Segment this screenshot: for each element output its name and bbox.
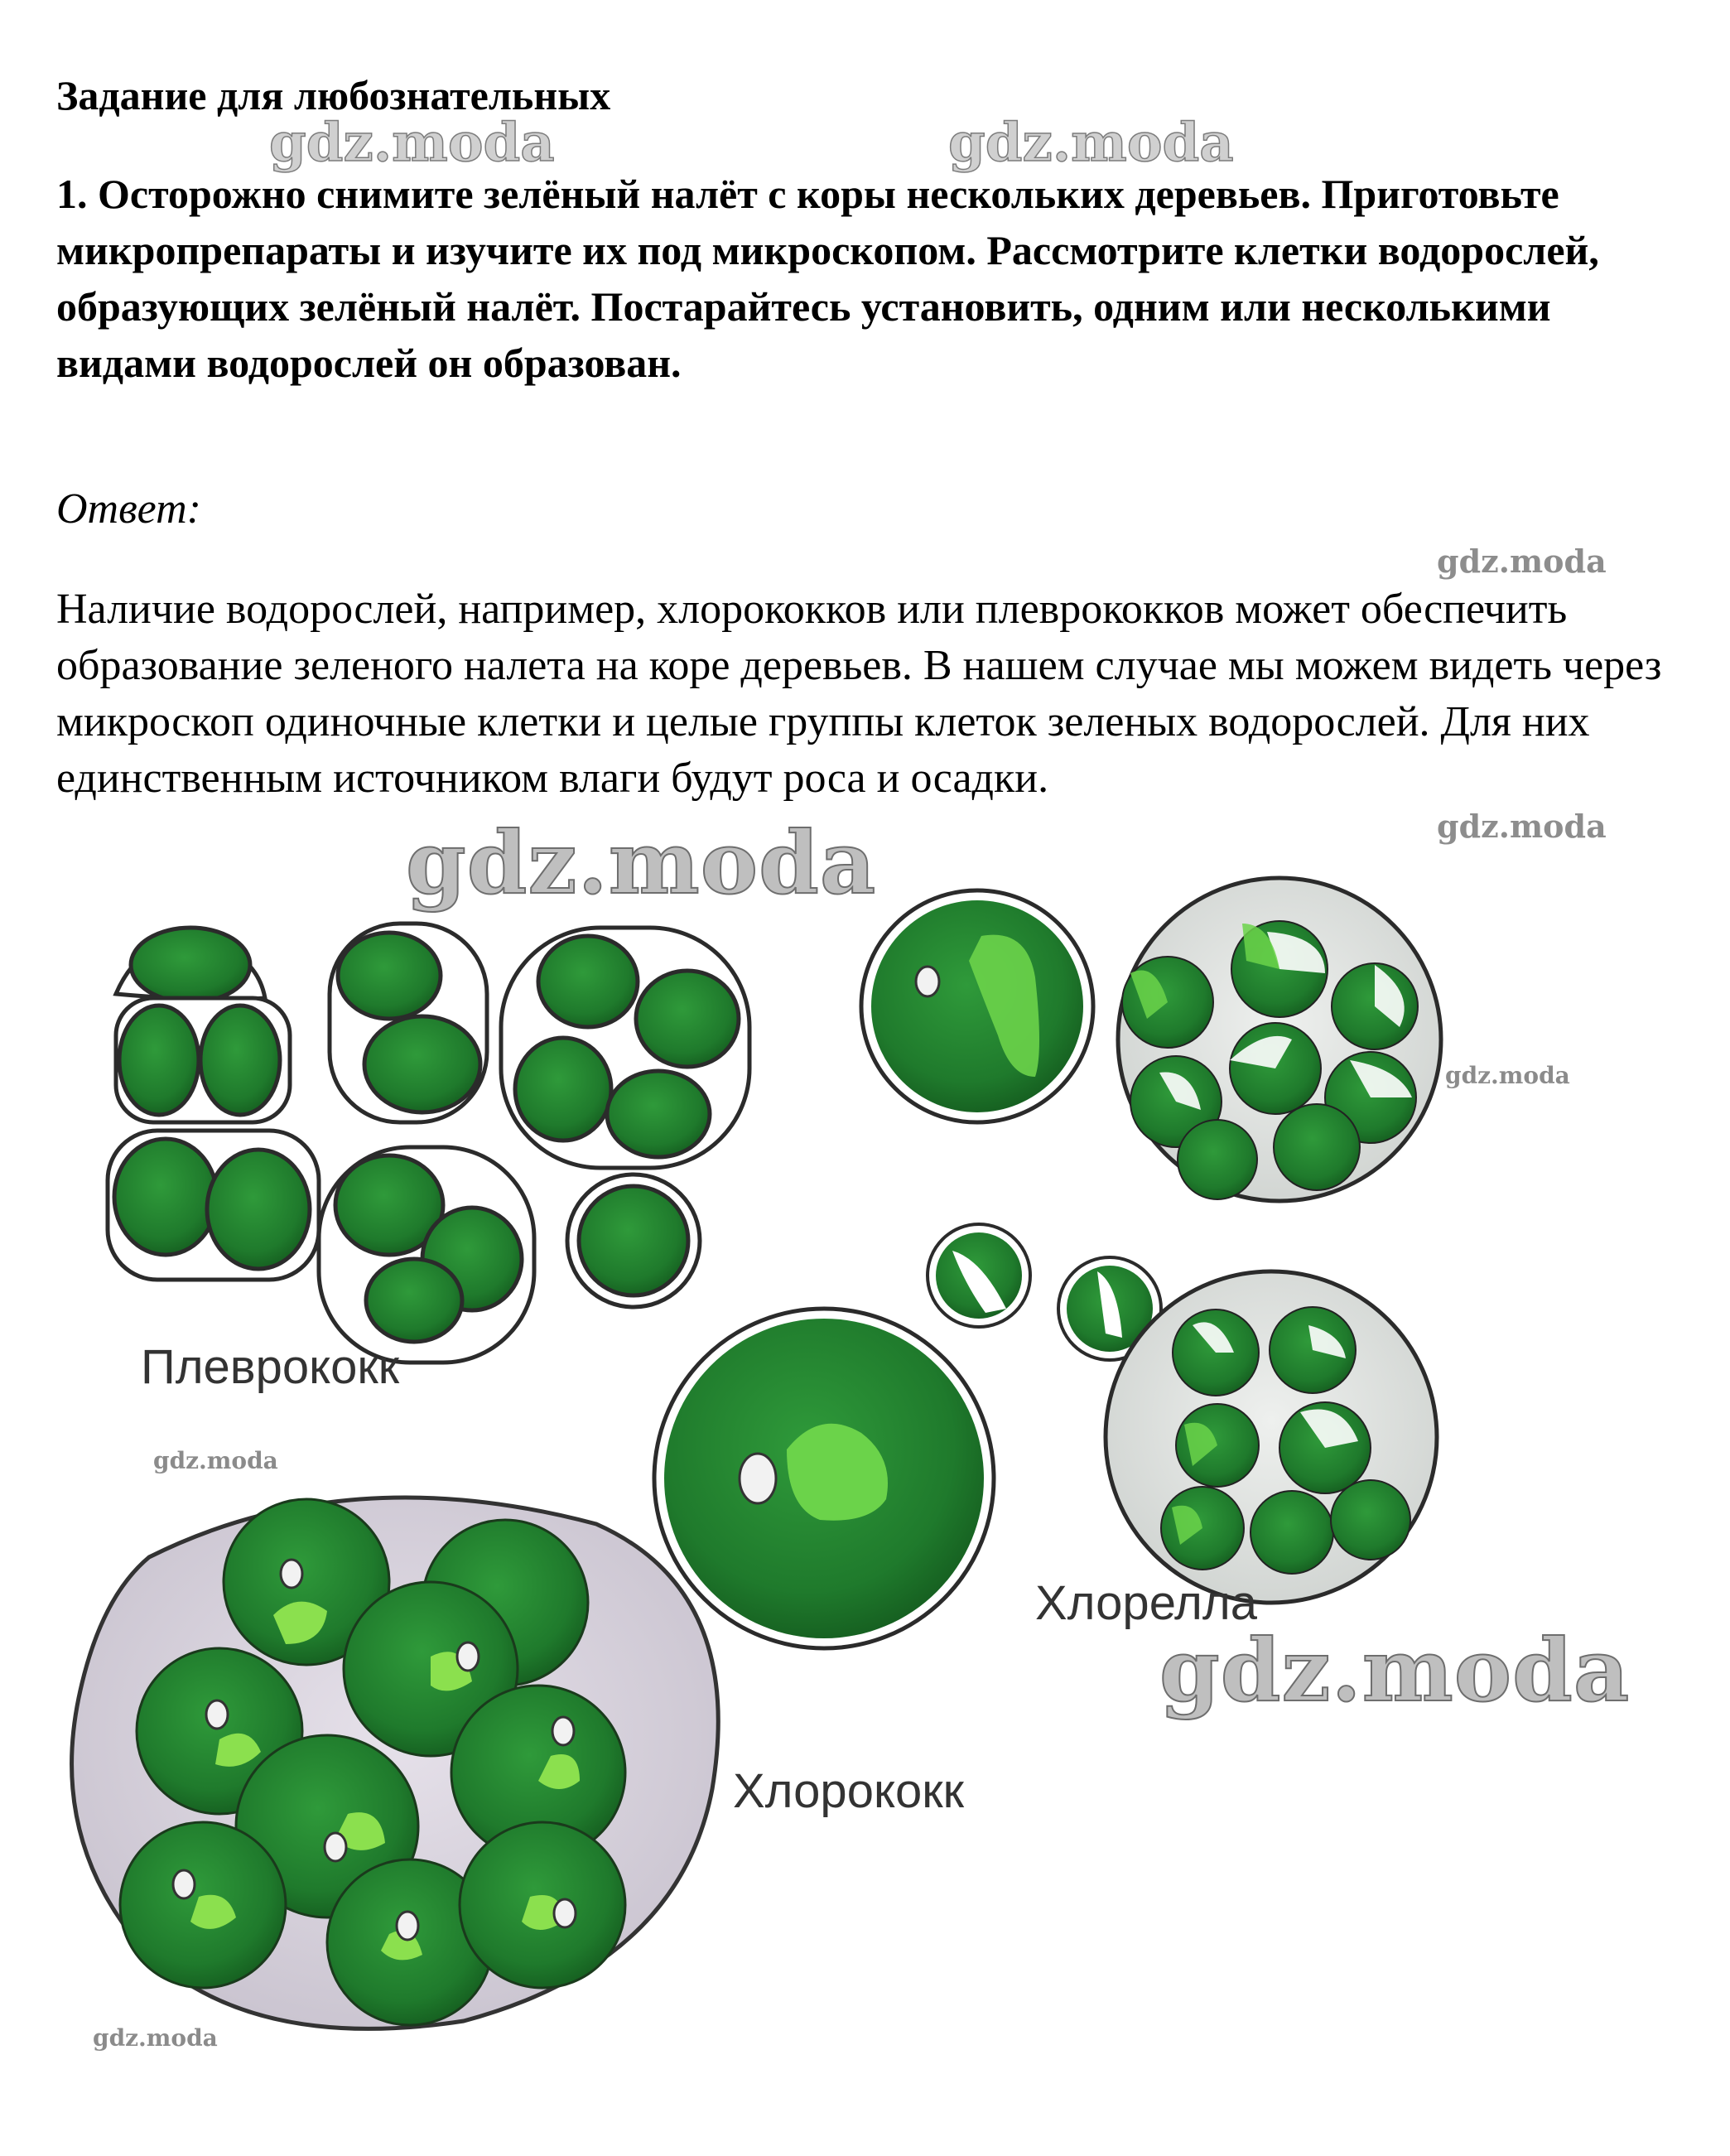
answer-text: Наличие водорослей, например, хлорококков или плеврококков может обеспечить образование зеленого налета на коре деревьев. В нашем случае мы можем видеть через микроскоп одиночные клетки и целые группы клеток зеленых водорослей. Для них единственным источником влаги будут роса и осадки. [56,586,1662,802]
watermark: gdz.moda [1159,1619,1631,1721]
label-chlorella: Хлорелла [1035,1576,1257,1630]
pleurococcus-cluster-b [330,924,487,1122]
watermark: gdz.moda [153,1447,278,1474]
pleurococcus-cluster-a [108,928,319,1280]
label-pleurococcus: Плеврококк [141,1340,400,1394]
watermark: gdz.moda [269,112,555,174]
label-chlorococcus: Хлорококк [733,1764,964,1818]
watermark: gdz.moda [1445,1062,1570,1089]
algae-illustration [0,861,1730,2087]
task-text: 1. Осторожно снимите зелёный налёт с коры нескольких деревьев. Приготовьте микропрепараты и изучите их под микроскопом. Рассмотрите клетки водорослей, образующих зелёный налёт. Постарайтесь установить, одним или несколькими видами водорослей он образован. [56,171,1599,386]
watermark: gdz.moda [948,112,1234,174]
pleurococcus-cluster-d [319,1147,534,1363]
watermark: gdz.moda [406,812,877,914]
watermark: gdz.moda [1437,543,1607,580]
answer-label: Ответ: [56,485,201,533]
pleurococcus-single [567,1174,700,1307]
watermark: gdz.moda [1437,808,1607,845]
pleurococcus-cluster-c [501,928,749,1168]
chlorella-cells [654,878,1441,1648]
watermark: gdz.moda [93,2024,218,2052]
pleurococcus-cells [108,924,749,1363]
task-heading: Задание для любознательных [56,72,611,118]
chlorococcus-colony [72,1498,719,2028]
